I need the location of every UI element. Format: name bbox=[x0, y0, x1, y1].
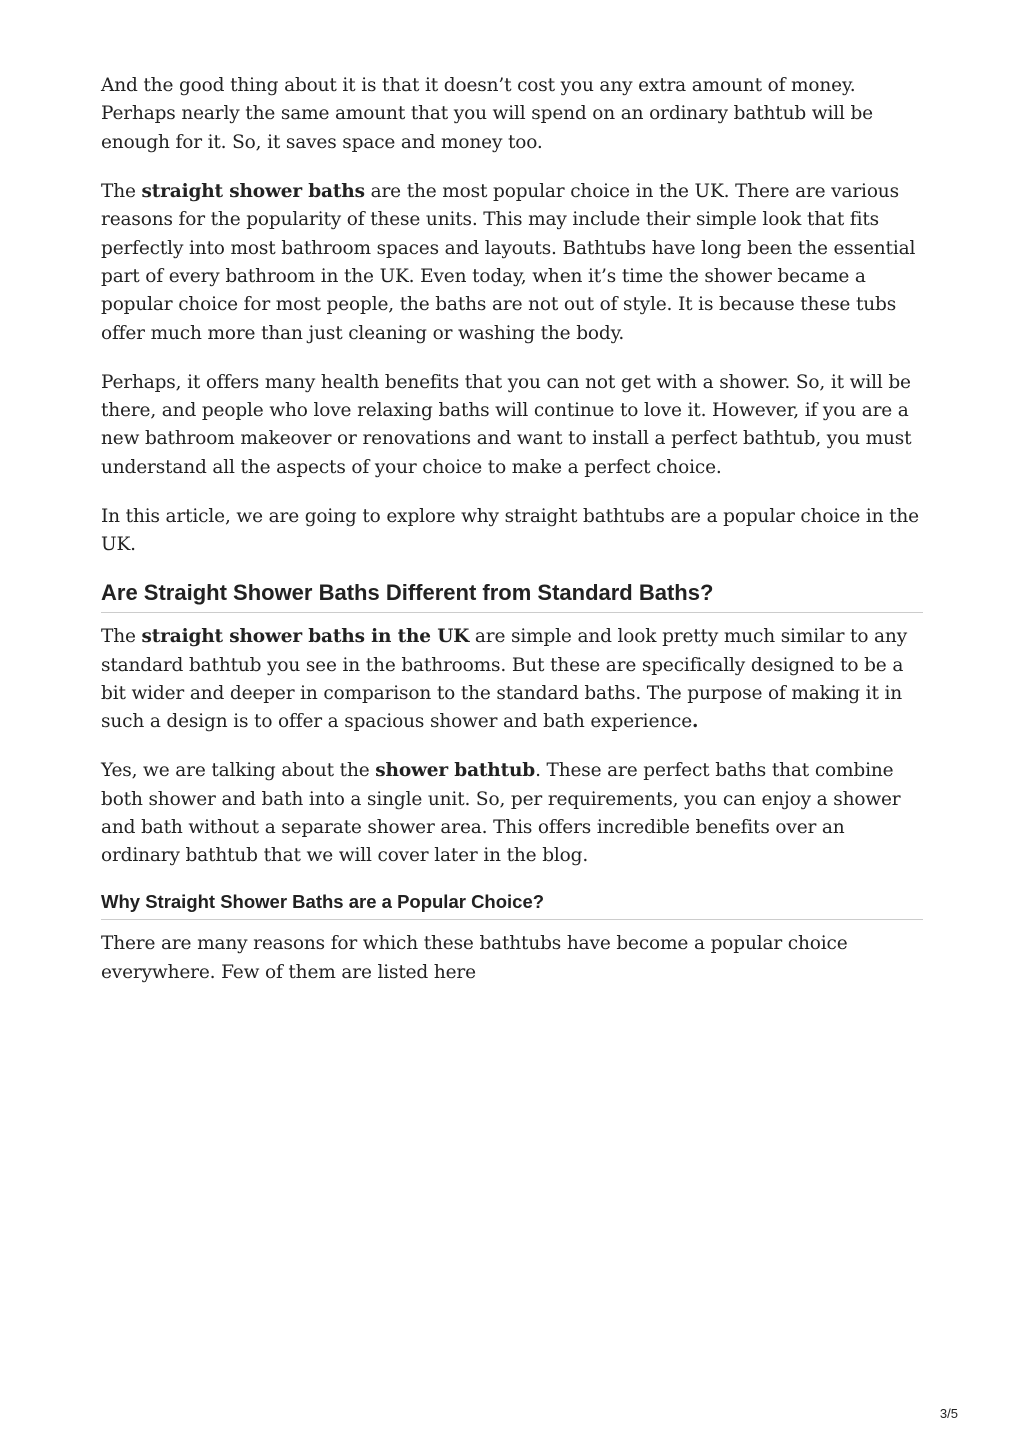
subsection-heading-popular-choice: Why Straight Shower Baths are a Popular Choice? bbox=[101, 891, 923, 920]
paragraph-popularity: The straight shower baths are the most popular choice in the UK. There are various reasons for the popularity of these units. This may include their simple look that fits perfectly into most bathroom spaces and layouts. Bathtubs have long been the essential part of every bathroom in the UK. Even today, when it’s time the shower became a popular choice for most people, the baths are not out of style. It is because these tubs offer much more than just cleaning or washing the body. bbox=[101, 180, 916, 344]
section-heading-differences: Are Straight Shower Baths Different from Standard Baths? bbox=[101, 580, 923, 613]
paragraph-shower-bathtub: Yes, we are talking about the shower bathtub. These are perfect baths that combine both shower and bath into a single unit. So, per requirements, you can enjoy a shower and bath without a separate shower area. This offers incredible benefits over an ordinary bathtub that we will cover later in the blog. bbox=[101, 760, 901, 867]
paragraph-design: The straight shower baths in the UK are simple and look pretty much similar to any standard bathtub you see in the bathrooms. But these are specifically designed to be a bit wider and deeper in comparison to the standard baths. The purpose of making it in such a design is to offer a spacious shower and bath experience. bbox=[101, 626, 908, 733]
paragraph-health-benefits: Perhaps, it offers many health benefits that you can not get with a shower. So, it will be there, and people who love relaxing baths will continue to love it. However, if you are a new bathroom makeover or renovations and want to install a perfect bathtub, you must understand all the aspects of your choice to make a perfect choice. bbox=[101, 371, 912, 478]
bold-straight-shower-baths: straight shower baths bbox=[141, 180, 365, 202]
bold-shower-bathtub: shower bathtub bbox=[375, 760, 536, 782]
paragraph-cost: And the good thing about it is that it doesn’t cost you any extra amount of money. Perhaps nearly the same amount that you will spend on an ordinary bathtub will be enough for it. So, it saves space and money too. bbox=[101, 75, 873, 153]
page-number: 3/5 bbox=[939, 1406, 958, 1421]
paragraph-article-intro: In this article, we are going to explore why straight bathtubs are a popular choice in the UK. bbox=[101, 505, 919, 556]
bold-straight-shower-baths-uk: straight shower baths in the UK bbox=[141, 626, 470, 648]
paragraph-reasons: There are many reasons for which these bathtubs have become a popular choice everywhere. Few of them are listed here bbox=[101, 933, 848, 983]
document-body bbox=[101, 72, 923, 1008]
